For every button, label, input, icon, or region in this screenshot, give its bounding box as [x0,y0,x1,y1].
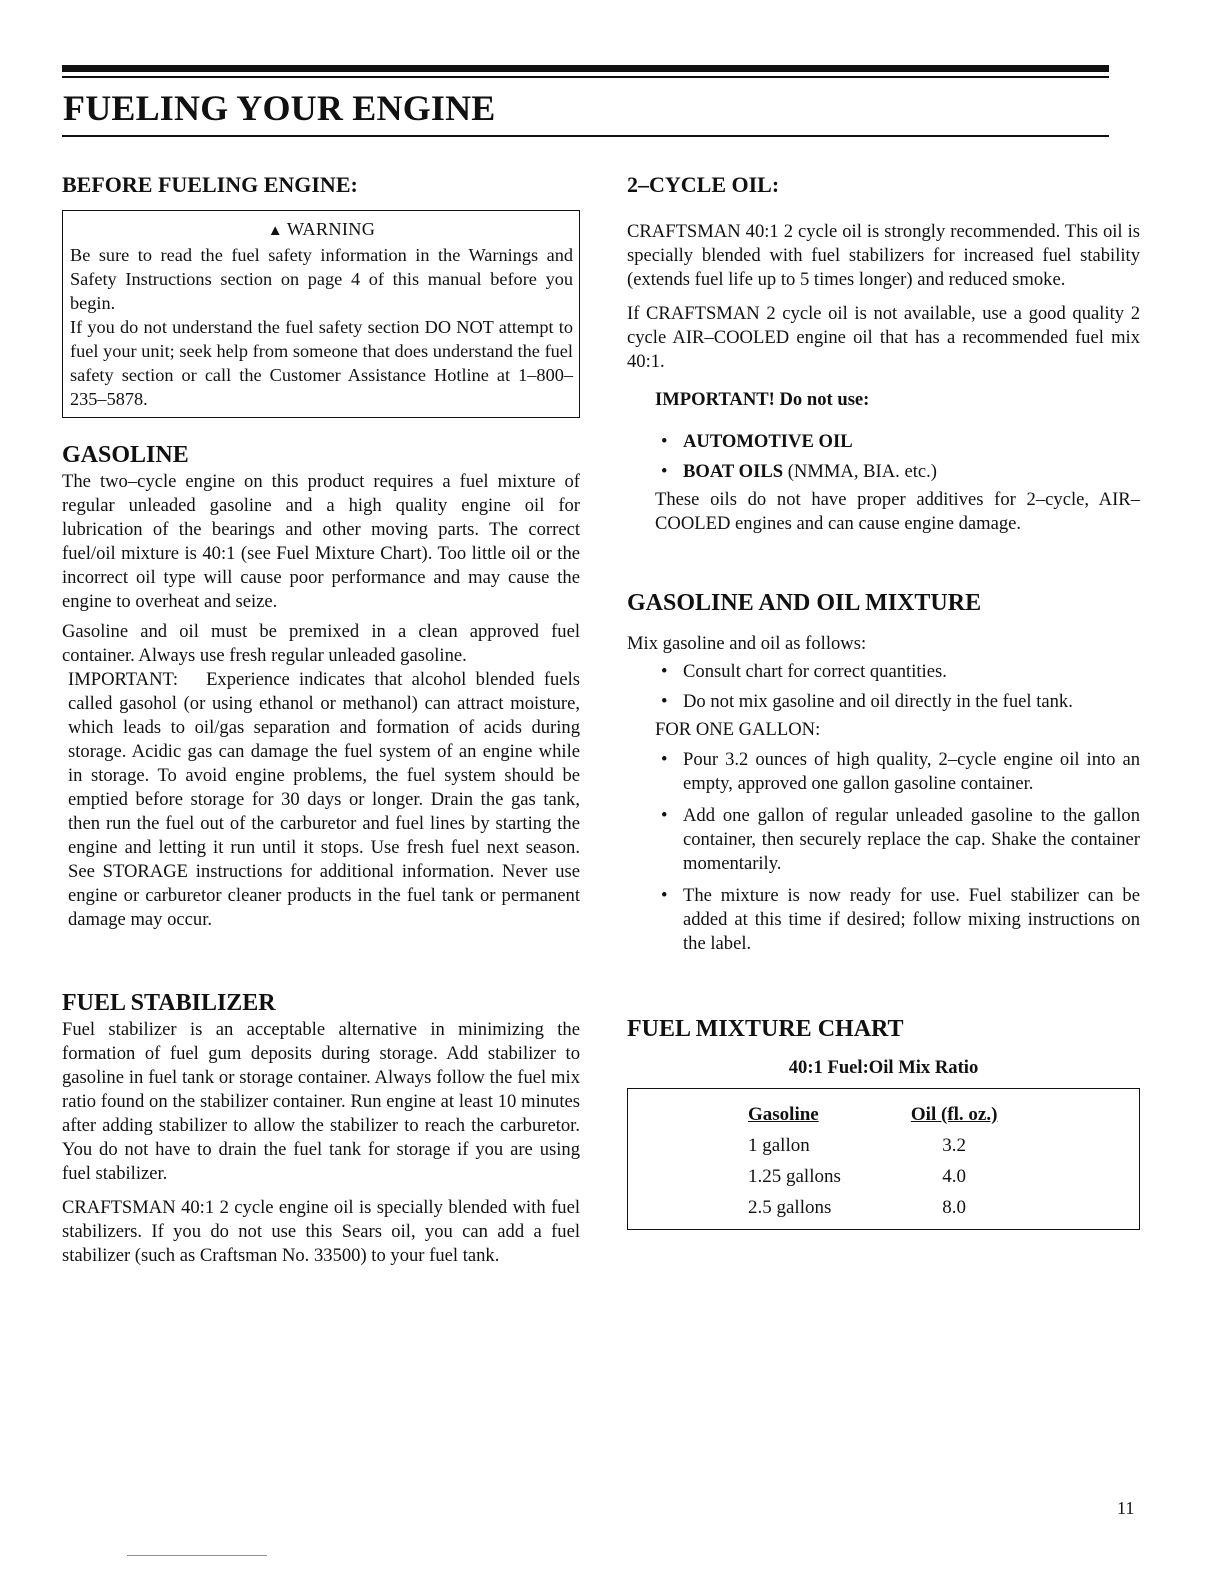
gasoline-paragraph-2: Gasoline and oil must be premixed in a clean approved fuel container. Always use fresh regular unleaded gasoline. [62,621,580,666]
oil-note: These oils do not have proper additives for 2–cycle, AIR–COOLED engines and can cause engine damage. [655,489,1140,534]
gasoline-paragraph-1: The two–cycle engine on this product requires a fuel mixture of regular unleaded gasoline and a high quality engine oil for lubrication of the bearings and other moving parts. The correct fuel/oil mixture is 40:1 (see Fuel Mixture Chart). Too little oil or the incorrect oil type will cause poor performance and may cause the engine to overheat and seize. [62,471,580,612]
one-gallon-label: FOR ONE GALLON: [655,719,821,740]
mixture-heading: GASOLINE AND OIL MIXTURE [627,590,982,616]
fuel-mixture-table-box [627,1088,1140,1230]
table-row [748,1161,997,1192]
gasoline-heading: GASOLINE [62,442,189,468]
oil-cell: 4.0 [942,1166,967,1187]
top-rule-thin [62,76,1109,78]
title-underline [62,135,1109,137]
gasoline-cell: 1 gallon [748,1135,810,1156]
list-item: • The mixture is now ready for use. Fuel stabilizer can be added at this time if desired; follow mixing instructions on the label. [661,885,1140,954]
mixture-intro: Mix gasoline and oil as follows: [627,633,867,654]
list-item: • AUTOMOTIVE OIL [661,431,853,452]
list-item: • Pour 3.2 ounces of high quality, 2–cycle engine oil into an empty, approved one gallon gasoline container. [661,749,1140,794]
warning-paragraph-1: Be sure to read the fuel safety information in the Warnings and Safety Instructions section on page 4 of this manual before you begin. [70,245,573,313]
two-cycle-oil-paragraph-2: If CRAFTSMAN 2 cycle oil is not available, use a good quality 2 cycle AIR–COOLED engine oil that has a recommended fuel mix 40:1. [627,303,1140,372]
right-column [627,170,1140,1230]
mixture-list [655,660,1140,714]
list-item: • Consult chart for correct quantities. [661,661,947,682]
table-row [748,1192,997,1223]
list-item: • Do not mix gasoline and oil directly in the fuel tank. [661,691,1073,712]
list-item: • BOAT OILS (NMMA, BIA. etc.) [661,461,937,482]
two-cycle-oil-paragraph-1: CRAFTSMAN 40:1 2 cycle oil is strongly recommended. This oil is specially blended with fuel stabilizers for increased fuel stability (extends fuel life up to 5 times longer) and reduced smoke. [627,221,1140,290]
two-cycle-oil-heading: 2–CYCLE OIL: [627,172,780,197]
gasoline-important [68,668,580,932]
gasoline-column-header: Gasoline [748,1104,819,1125]
oil-column-header: Oil (fl. oz.) [910,1104,998,1125]
table-header-row [748,1099,997,1130]
warning-box [62,210,580,418]
warning-header [70,217,573,243]
fuel-stabilizer-paragraph-2: CRAFTSMAN 40:1 2 cycle engine oil is specially blended with fuel stabilizers. If you do not use this Sears oil, you can add a fuel stabilizer (such as Craftsman No. 33500) to your fuel tank. [62,1197,580,1266]
one-gallon-steps [655,748,1140,956]
fuel-stabilizer-paragraph-1: Fuel stabilizer is an acceptable alternative in minimizing the formation of fuel gum deposits during storage. Add stabilizer to gasoline in fuel tank or storage container. Always follow the fuel mix ratio found on the stabilizer container. Run engine at least 10 minutes after adding stabilizer to allow the stabilizer to reach the carburetor. You do not have to drain the fuel tank for storage if you are using fuel stabilizer. [62,1019,580,1184]
fuel-stabilizer-heading: FUEL STABILIZER [62,990,276,1016]
warning-label: WARNING [286,219,376,239]
page-number: 11 [1117,1498,1135,1518]
important-text: Experience indicates that alcohol blended fuels called gasohol (or using ethanol or methanol) can attract moisture, which leads to oil/gas separation and formation of acids during storage. Acidic gas can damage the fuel system of an engine while in storage. To avoid engine problems, the fuel system should be emptied before storage for 30 days or longer. Drain the gas tank, then run the fuel out of the carburetor and fuel lines by starting the engine and letting it run until it stops. Use fresh fuel next season. See STORAGE instructions for additional information. Never use engine or carburetor cleaner products in the fuel tank or permanent damage may occur. [68,669,580,930]
oil-cell: 3.2 [942,1135,967,1156]
gasoline-cell: 1.25 gallons [748,1166,841,1187]
important-label: IMPORTANT: [68,669,179,690]
gasoline-cell: 2.5 gallons [748,1197,832,1218]
page-title: FUELING YOUR ENGINE [63,88,496,128]
fuel-mixture-table [748,1099,997,1223]
warning-paragraph-2: If you do not understand the fuel safety section DO NOT attempt to fuel your unit; seek help from someone that does understand the fuel safety section or call the Customer Assistance Hotline at 1–800–235–5878. [70,317,573,409]
chart-subtitle: 40:1 Fuel:Oil Mix Ratio [788,1057,979,1078]
before-fueling-heading: BEFORE FUELING ENGINE: [62,172,358,197]
list-item: • Add one gallon of regular unleaded gasoline to the gallon container, then securely replace the cap. Shake the container momentarily. [661,805,1140,874]
oil-cell: 8.0 [942,1197,967,1218]
top-rule-thick [62,65,1109,72]
warning-triangle-icon: ▲ [267,223,283,239]
oil-important: IMPORTANT! Do not use: [655,389,870,410]
table-row [748,1130,997,1161]
oil-do-not-use-list [655,430,1140,484]
scan-artifact-line [127,1555,267,1556]
left-column [62,170,580,1268]
fuel-mixture-chart-heading: FUEL MIXTURE CHART [627,1016,904,1042]
oil-warning-block [655,388,1140,536]
